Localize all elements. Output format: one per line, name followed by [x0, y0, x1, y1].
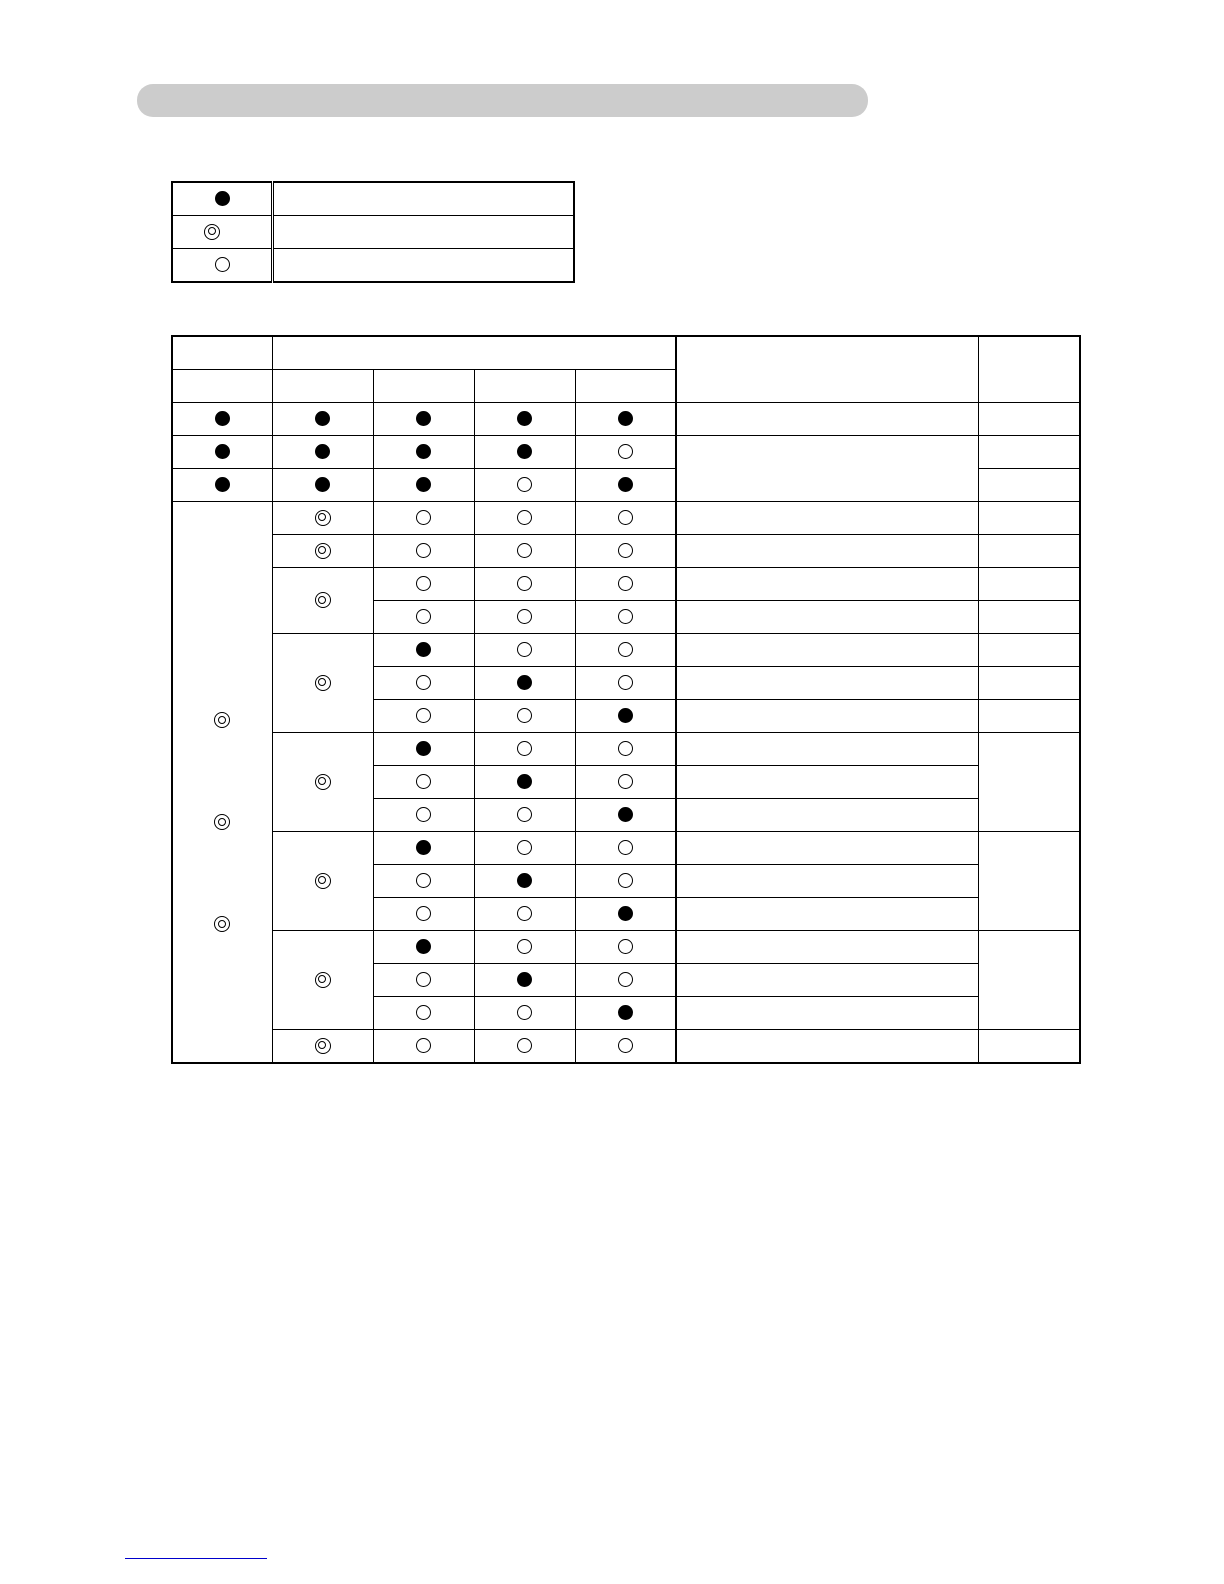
symbol-cell	[272, 403, 373, 436]
legend-description	[273, 249, 575, 283]
open-circle-icon	[517, 510, 532, 525]
table-row	[172, 931, 1080, 964]
symbol-cell	[373, 436, 474, 469]
note-cell	[978, 931, 1080, 1030]
description-cell	[676, 634, 978, 667]
symbol-cell	[272, 931, 373, 1030]
symbol-cell	[474, 601, 575, 634]
description-cell	[676, 898, 978, 931]
header-note-cell	[978, 336, 1080, 403]
header-cell	[172, 370, 272, 403]
open-circle-icon	[618, 576, 633, 591]
description-cell	[676, 502, 978, 535]
note-cell	[978, 502, 1080, 535]
open-circle-icon	[618, 873, 633, 888]
description-cell	[676, 799, 978, 832]
note-cell	[978, 403, 1080, 436]
table-row	[172, 832, 1080, 865]
description-cell	[676, 964, 978, 997]
double-circle-icon	[214, 712, 230, 728]
note-cell	[978, 1030, 1080, 1064]
status-table-body	[172, 403, 1080, 1064]
description-cell	[676, 403, 978, 436]
symbol-cell	[272, 1030, 373, 1064]
table-row	[172, 733, 1080, 766]
legend-description	[273, 182, 575, 216]
filled-circle-icon	[416, 411, 431, 426]
symbol-cell	[575, 865, 676, 898]
table-row	[172, 436, 1080, 469]
symbol-cell	[272, 535, 373, 568]
symbol-cell	[272, 832, 373, 931]
open-circle-icon	[618, 444, 633, 459]
filled-circle-icon	[618, 708, 633, 723]
filled-circle-icon	[215, 191, 230, 206]
symbol-cell	[474, 1030, 575, 1064]
note-cell	[978, 832, 1080, 931]
filled-circle-icon	[517, 873, 532, 888]
header-cell	[272, 370, 373, 403]
symbol-cell	[474, 832, 575, 865]
open-circle-icon	[517, 1038, 532, 1053]
filled-circle-icon	[517, 972, 532, 987]
double-circle-icon	[315, 510, 331, 526]
symbol-cell	[474, 469, 575, 502]
description-cell	[676, 931, 978, 964]
open-circle-icon	[416, 675, 431, 690]
filled-circle-icon	[618, 477, 633, 492]
legend-row	[172, 182, 574, 216]
open-circle-icon	[517, 708, 532, 723]
symbol-cell	[474, 898, 575, 931]
symbol-cell	[272, 733, 373, 832]
symbol-cell	[575, 1030, 676, 1064]
symbol-cell	[373, 766, 474, 799]
symbol-cell	[272, 568, 373, 634]
open-circle-icon	[517, 543, 532, 558]
filled-circle-icon	[517, 444, 532, 459]
table-row	[172, 568, 1080, 601]
description-cell	[676, 436, 978, 502]
footer-link-underline[interactable]	[125, 1558, 267, 1559]
header-cell	[575, 370, 676, 403]
symbol-cell	[373, 799, 474, 832]
description-cell	[676, 667, 978, 700]
symbol-cell	[373, 634, 474, 667]
open-circle-icon	[618, 939, 633, 954]
filled-circle-icon	[517, 411, 532, 426]
table-row	[172, 1030, 1080, 1064]
open-circle-icon	[618, 543, 633, 558]
double-circle-icon	[214, 814, 230, 830]
symbol-cell	[373, 403, 474, 436]
legend-description	[273, 216, 575, 249]
filled-circle-icon	[416, 840, 431, 855]
symbol-cell	[575, 799, 676, 832]
table-row	[172, 502, 1080, 535]
open-circle-icon	[416, 774, 431, 789]
open-circle-icon	[618, 741, 633, 756]
symbol-cell	[373, 667, 474, 700]
header-group-cell	[272, 336, 676, 370]
symbol-cell	[474, 568, 575, 601]
symbol-cell	[474, 403, 575, 436]
note-cell	[978, 436, 1080, 469]
symbol-cell	[575, 601, 676, 634]
symbol-cell	[373, 535, 474, 568]
filled-circle-icon	[315, 411, 330, 426]
symbol-cell	[575, 898, 676, 931]
filled-circle-icon	[618, 411, 633, 426]
double-circle-icon	[315, 675, 331, 691]
note-cell	[978, 733, 1080, 832]
symbol-cell	[373, 865, 474, 898]
filled-circle-icon	[618, 807, 633, 822]
note-cell	[978, 634, 1080, 667]
filled-circle-icon	[215, 477, 230, 492]
open-circle-icon	[416, 576, 431, 591]
filled-circle-icon	[618, 906, 633, 921]
symbol-cell	[474, 667, 575, 700]
double-circle-icon	[315, 543, 331, 559]
note-cell	[978, 601, 1080, 634]
open-circle-icon	[618, 1038, 633, 1053]
symbol-cell	[575, 766, 676, 799]
symbol-cell	[474, 766, 575, 799]
symbol-cell	[373, 898, 474, 931]
description-cell	[676, 997, 978, 1030]
symbol-cell	[575, 832, 676, 865]
symbol-cell	[575, 634, 676, 667]
note-cell	[978, 667, 1080, 700]
open-circle-icon	[416, 1005, 431, 1020]
open-circle-icon	[618, 609, 633, 624]
open-circle-icon	[618, 642, 633, 657]
symbol-cell	[373, 733, 474, 766]
section-title-bar	[137, 84, 868, 117]
description-cell	[676, 700, 978, 733]
symbol-cell	[373, 931, 474, 964]
symbol-cell	[474, 997, 575, 1030]
open-circle-icon	[416, 1038, 431, 1053]
symbol-cell	[172, 403, 272, 436]
symbol-cell	[474, 964, 575, 997]
open-circle-icon	[517, 576, 532, 591]
open-circle-icon	[618, 774, 633, 789]
symbol-cell	[272, 502, 373, 535]
double-circle-icon	[315, 592, 331, 608]
header-cell	[373, 370, 474, 403]
open-circle-icon	[215, 257, 230, 272]
filled-circle-icon	[416, 444, 431, 459]
symbol-cell	[575, 667, 676, 700]
description-cell	[676, 601, 978, 634]
description-cell	[676, 832, 978, 865]
symbol-cell	[272, 634, 373, 733]
legend-table	[171, 181, 575, 283]
symbol-cell	[272, 469, 373, 502]
symbol-cell	[373, 700, 474, 733]
open-circle-icon	[416, 807, 431, 822]
filled-circle-icon	[215, 411, 230, 426]
double-circle-icon	[315, 774, 331, 790]
open-circle-icon	[416, 906, 431, 921]
open-circle-icon	[618, 840, 633, 855]
symbol-cell	[373, 832, 474, 865]
symbol-cell	[373, 469, 474, 502]
open-circle-icon	[517, 840, 532, 855]
open-circle-icon	[416, 609, 431, 624]
filled-circle-icon	[517, 774, 532, 789]
symbol-cell	[474, 931, 575, 964]
double-circle-icon	[204, 224, 220, 240]
filled-circle-icon	[416, 642, 431, 657]
open-circle-icon	[517, 939, 532, 954]
symbol-cell	[575, 568, 676, 601]
header-description-cell	[676, 336, 978, 403]
symbol-cell	[474, 865, 575, 898]
header-cell	[172, 336, 272, 370]
legend-row	[172, 249, 574, 283]
double-circle-icon	[315, 972, 331, 988]
header-cell	[474, 370, 575, 403]
note-cell	[978, 568, 1080, 601]
open-circle-icon	[517, 807, 532, 822]
open-circle-icon	[416, 708, 431, 723]
open-circle-icon	[416, 873, 431, 888]
symbol-cell	[575, 502, 676, 535]
symbol-cell	[575, 931, 676, 964]
open-circle-icon	[517, 1005, 532, 1020]
symbol-cell	[575, 469, 676, 502]
filled-circle-icon	[618, 1005, 633, 1020]
double-circle-icon	[315, 873, 331, 889]
symbol-cell	[373, 601, 474, 634]
symbol-cell	[474, 436, 575, 469]
open-circle-icon	[517, 609, 532, 624]
filled-circle-icon	[416, 939, 431, 954]
table-row	[172, 403, 1080, 436]
double-circle-icon	[315, 1038, 331, 1054]
description-cell	[676, 1030, 978, 1064]
symbol-cell	[575, 997, 676, 1030]
table-row	[172, 634, 1080, 667]
symbol-cell	[373, 1030, 474, 1064]
status-table	[171, 335, 1081, 1064]
symbol-cell	[373, 997, 474, 1030]
merged-symbol-stack	[173, 502, 272, 1062]
symbol-cell	[474, 733, 575, 766]
filled-circle-icon	[315, 477, 330, 492]
symbol-cell	[575, 535, 676, 568]
symbol-cell	[474, 700, 575, 733]
open-circle-icon	[517, 906, 532, 921]
legend-row	[172, 216, 574, 249]
symbol-cell	[172, 469, 272, 502]
filled-circle-icon	[215, 444, 230, 459]
open-circle-icon	[618, 510, 633, 525]
open-circle-icon	[416, 972, 431, 987]
symbol-cell	[575, 733, 676, 766]
filled-circle-icon	[517, 675, 532, 690]
symbol-cell	[474, 502, 575, 535]
note-cell	[978, 535, 1080, 568]
symbol-cell	[474, 535, 575, 568]
description-cell	[676, 568, 978, 601]
symbol-cell	[575, 964, 676, 997]
symbol-cell	[474, 634, 575, 667]
filled-circle-icon	[416, 741, 431, 756]
description-cell	[676, 535, 978, 568]
open-circle-icon	[416, 543, 431, 558]
open-circle-icon	[517, 741, 532, 756]
filled-circle-icon	[416, 477, 431, 492]
symbol-cell	[172, 436, 272, 469]
header-row	[172, 336, 1080, 370]
symbol-cell	[373, 964, 474, 997]
open-circle-icon	[517, 477, 532, 492]
symbol-cell	[373, 502, 474, 535]
description-cell	[676, 733, 978, 766]
symbol-cell	[575, 436, 676, 469]
symbol-cell	[575, 403, 676, 436]
open-circle-icon	[517, 642, 532, 657]
open-circle-icon	[618, 675, 633, 690]
double-circle-icon	[214, 916, 230, 932]
symbol-cell	[474, 799, 575, 832]
open-circle-icon	[618, 972, 633, 987]
symbol-cell	[373, 568, 474, 601]
symbol-cell	[575, 700, 676, 733]
note-cell	[978, 700, 1080, 733]
merged-first-column-cell	[172, 502, 272, 1064]
open-circle-icon	[416, 510, 431, 525]
description-cell	[676, 865, 978, 898]
symbol-cell	[272, 436, 373, 469]
note-cell	[978, 469, 1080, 502]
filled-circle-icon	[315, 444, 330, 459]
table-row	[172, 535, 1080, 568]
description-cell	[676, 766, 978, 799]
